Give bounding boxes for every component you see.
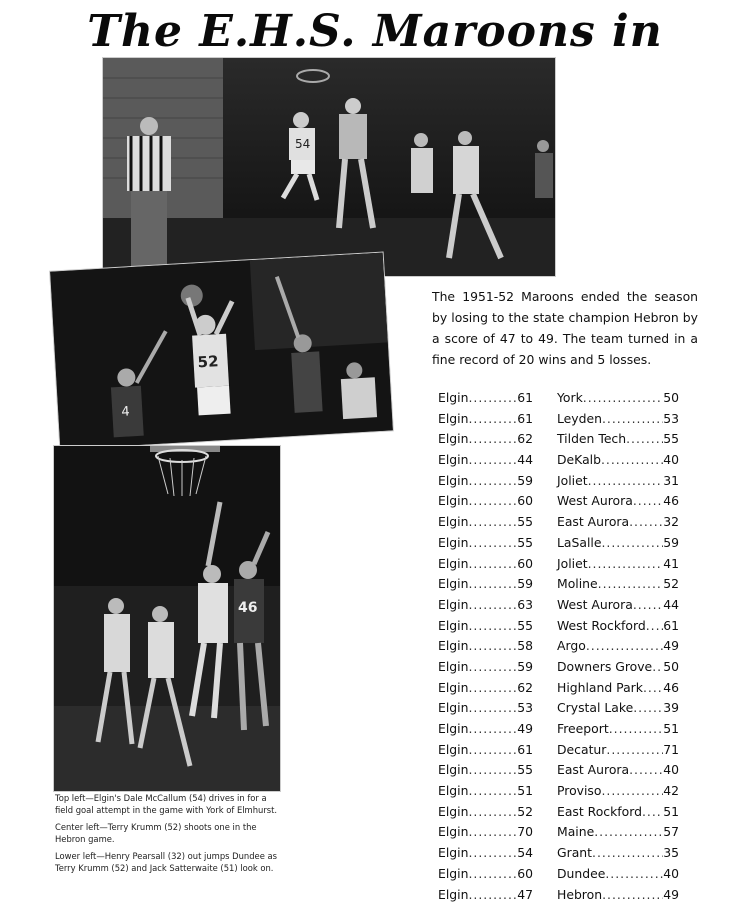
elgin-cell [438, 388, 533, 409]
opponent-score: 51 [663, 721, 679, 736]
photo-top-image [103, 58, 555, 276]
opponent-cell [557, 760, 679, 781]
elgin-cell [438, 554, 533, 575]
opponent-cell [557, 595, 679, 616]
elgin-cell [438, 657, 533, 678]
opponent-score: 39 [663, 700, 679, 716]
opponent-name: Highland Park [557, 679, 643, 695]
opponent-cell [557, 429, 679, 450]
caption-center: Center left—Terry Krumm (52) shoots one in the Hebron game. [55, 822, 257, 844]
result-row [438, 802, 678, 823]
result-row [438, 450, 678, 471]
opponent-name: Joliet [557, 555, 588, 571]
opponent-score: 52 [663, 576, 679, 592]
elgin-score: 61 [517, 741, 533, 757]
result-row [438, 864, 678, 885]
opponent-score: 40 [663, 762, 679, 778]
opponent-cell [557, 719, 679, 740]
elgin-cell [438, 740, 533, 761]
opponent-name: Argo [557, 638, 586, 654]
elgin-label: Elgin [438, 721, 469, 736]
elgin-score: 53 [517, 700, 533, 716]
photo-top-jersey-number: 54 [295, 137, 311, 151]
elgin-cell [438, 719, 533, 740]
elgin-cell [438, 698, 533, 719]
opponent-cell [557, 554, 679, 575]
opponent-name: East Aurora [557, 762, 630, 778]
elgin-cell [438, 491, 533, 512]
leader-dots [643, 678, 663, 699]
elgin-label: Elgin [438, 824, 469, 840]
elgin-cell [438, 512, 533, 533]
leader-dots [468, 595, 517, 616]
elgin-label: Elgin [438, 431, 469, 447]
elgin-score: 49 [517, 721, 533, 736]
elgin-cell [438, 802, 533, 823]
elgin-cell [438, 533, 533, 554]
elgin-score: 61 [517, 390, 533, 405]
result-row [438, 719, 678, 740]
elgin-cell [438, 636, 533, 657]
elgin-score: 61 [517, 410, 533, 426]
leader-dots [633, 491, 663, 512]
leader-dots [588, 471, 664, 492]
elgin-label: Elgin [438, 741, 469, 757]
leader-dots [598, 574, 664, 595]
opponent-cell [557, 740, 679, 761]
elgin-score: 62 [517, 431, 533, 447]
elgin-cell [438, 843, 533, 864]
opponent-name: Downers Grove [557, 658, 653, 674]
elgin-label: Elgin [438, 617, 469, 633]
opponent-name: West Aurora [557, 596, 633, 612]
opponent-score: 40 [663, 452, 679, 468]
leader-dots [468, 450, 517, 471]
leader-dots [609, 719, 664, 740]
elgin-label: Elgin [438, 638, 469, 654]
leader-dots [468, 554, 517, 575]
photo-center-jersey-52: 52 [197, 352, 219, 372]
caption-lower: Lower left—Henry Pearsall (32) out jumps Dundee as Terry Krumm (52) and Jack Satterwaite (51) look on. [55, 851, 278, 873]
leader-dots [629, 512, 663, 533]
elgin-score: 62 [517, 679, 533, 695]
result-row [438, 698, 678, 719]
leader-dots [468, 698, 517, 719]
opponent-cell [557, 491, 679, 512]
opponent-score: 53 [663, 410, 679, 426]
opponent-cell [557, 574, 679, 595]
elgin-cell [438, 595, 533, 616]
opponent-score: 32 [663, 514, 679, 530]
opponent-cell [557, 450, 679, 471]
elgin-score: 51 [517, 783, 533, 799]
leader-dots [642, 802, 663, 823]
result-row [438, 491, 678, 512]
elgin-label: Elgin [438, 514, 469, 530]
leader-dots [633, 595, 663, 616]
opponent-score: 50 [663, 658, 679, 674]
leader-dots [468, 471, 517, 492]
photo-lower-image [54, 446, 280, 791]
opponent-cell [557, 471, 679, 492]
opponent-name: Crystal Lake [557, 700, 634, 716]
opponent-score: 55 [663, 431, 679, 447]
opponent-cell [557, 388, 679, 409]
opponent-cell [557, 678, 679, 699]
leader-dots [601, 533, 663, 554]
leader-dots [468, 760, 517, 781]
opponent-cell [557, 533, 679, 554]
opponent-name: LaSalle [557, 534, 602, 550]
elgin-cell [438, 574, 533, 595]
opponent-score: 49 [663, 638, 679, 654]
result-row [438, 471, 678, 492]
opponent-cell [557, 409, 679, 430]
leader-dots [602, 885, 663, 906]
photo-lower-action [54, 446, 280, 791]
result-row [438, 636, 678, 657]
opponent-name: Grant [557, 845, 592, 861]
leader-dots [588, 554, 664, 575]
opponent-cell [557, 802, 679, 823]
elgin-label: Elgin [438, 845, 469, 861]
leader-dots [606, 740, 663, 761]
opponent-score: 41 [663, 555, 679, 571]
leader-dots [586, 636, 663, 657]
elgin-score: 59 [517, 576, 533, 592]
opponent-name: West Rockford [557, 617, 646, 633]
opponent-score: 46 [663, 679, 679, 695]
elgin-cell [438, 822, 533, 843]
elgin-label: Elgin [438, 886, 469, 902]
opponent-name: Maine [557, 824, 595, 840]
elgin-score: 54 [517, 845, 533, 861]
elgin-cell [438, 471, 533, 492]
elgin-label: Elgin [438, 762, 469, 778]
leader-dots [646, 616, 664, 637]
elgin-score: 55 [517, 762, 533, 778]
result-row [438, 388, 678, 409]
leader-dots [468, 512, 517, 533]
opponent-name: DeKalb [557, 452, 601, 468]
elgin-label: Elgin [438, 410, 469, 426]
opponent-score: 51 [663, 803, 679, 819]
elgin-label: Elgin [438, 534, 469, 550]
elgin-score: 58 [517, 638, 533, 654]
opponent-name: Leyden [557, 410, 602, 426]
opponent-name: Moline [557, 576, 598, 592]
opponent-cell [557, 864, 679, 885]
opponent-score: 49 [663, 886, 679, 902]
leader-dots [468, 885, 517, 906]
opponent-score: 46 [663, 493, 679, 509]
leader-dots [468, 491, 517, 512]
leader-dots [594, 822, 663, 843]
leader-dots [626, 429, 663, 450]
elgin-cell [438, 678, 533, 699]
elgin-score: 55 [517, 534, 533, 550]
leader-dots [468, 843, 517, 864]
elgin-label: Elgin [438, 452, 469, 468]
leader-dots [592, 843, 663, 864]
leader-dots [468, 802, 517, 823]
elgin-label: Elgin [438, 658, 469, 674]
leader-dots [583, 388, 663, 409]
result-row [438, 616, 678, 637]
result-row [438, 885, 678, 906]
elgin-score: 55 [517, 617, 533, 633]
leader-dots [468, 409, 517, 430]
elgin-score: 60 [517, 493, 533, 509]
elgin-score: 52 [517, 803, 533, 819]
leader-dots [468, 388, 517, 409]
elgin-cell [438, 450, 533, 471]
elgin-label: Elgin [438, 390, 469, 405]
caption-top: Top left—Elgin's Dale McCallum (54) drives in for a field goal attempt in the game with York of Elmhurst. [55, 793, 278, 815]
elgin-score: 44 [517, 452, 533, 468]
opponent-name: East Aurora [557, 514, 630, 530]
leader-dots [652, 657, 663, 678]
elgin-score: 70 [517, 824, 533, 840]
opponent-name: Dundee [557, 865, 606, 881]
opponent-name: East Rockford [557, 803, 642, 819]
leader-dots [633, 698, 663, 719]
leader-dots [468, 574, 517, 595]
opponent-cell [557, 781, 679, 802]
photo-center-image [50, 253, 393, 450]
result-row [438, 554, 678, 575]
elgin-label: Elgin [438, 783, 469, 799]
opponent-name: Proviso [557, 783, 602, 799]
photo-center-action [50, 253, 393, 450]
elgin-label: Elgin [438, 472, 469, 488]
leader-dots [468, 678, 517, 699]
opponent-score: 44 [663, 596, 679, 612]
elgin-label: Elgin [438, 555, 469, 571]
opponent-cell [557, 698, 679, 719]
leader-dots [468, 864, 517, 885]
leader-dots [468, 636, 517, 657]
leader-dots [629, 760, 663, 781]
result-row [438, 574, 678, 595]
elgin-cell [438, 781, 533, 802]
elgin-label: Elgin [438, 679, 469, 695]
season-summary: The 1951-52 Maroons ended the season by losing to the state champion Hebron by a score of 47 to 49. The team turned in a fine record of 20 wins and 5 losses. [432, 289, 698, 367]
opponent-score: 57 [663, 824, 679, 840]
result-row [438, 740, 678, 761]
photo-lower-jersey-number: 46 [238, 600, 258, 616]
page-title: The E.H.S. Maroons in [87, 6, 663, 57]
elgin-score: 47 [517, 886, 533, 902]
leader-dots [468, 740, 517, 761]
opponent-cell [557, 885, 679, 906]
elgin-label: Elgin [438, 576, 469, 592]
opponent-name: Tilden Tech [557, 431, 627, 447]
leader-dots [468, 616, 517, 637]
results-table [438, 388, 678, 905]
elgin-label: Elgin [438, 865, 469, 881]
opponent-name: Joliet [557, 472, 588, 488]
opponent-cell [557, 822, 679, 843]
result-row [438, 822, 678, 843]
photo-captions [55, 793, 287, 881]
result-row [438, 429, 678, 450]
elgin-score: 55 [517, 514, 533, 530]
result-row [438, 533, 678, 554]
elgin-cell [438, 864, 533, 885]
elgin-cell [438, 760, 533, 781]
elgin-label: Elgin [438, 700, 469, 716]
result-row [438, 657, 678, 678]
elgin-score: 63 [517, 596, 533, 612]
result-row [438, 512, 678, 533]
result-row [438, 843, 678, 864]
opponent-score: 35 [663, 845, 679, 861]
result-row [438, 409, 678, 430]
leader-dots [601, 450, 663, 471]
elgin-cell [438, 409, 533, 430]
opponent-score: 40 [663, 865, 679, 881]
leader-dots [468, 429, 517, 450]
photo-top-action [103, 58, 555, 276]
opponent-score: 59 [663, 534, 679, 550]
result-row [438, 678, 678, 699]
opponent-name: Hebron [557, 886, 603, 902]
elgin-cell [438, 885, 533, 906]
leader-dots [602, 409, 663, 430]
opponent-score: 61 [663, 617, 679, 633]
leader-dots [468, 822, 517, 843]
photo-center-jersey-4: 4 [120, 404, 131, 420]
opponent-score: 42 [663, 783, 679, 799]
opponent-name: West Aurora [557, 493, 633, 509]
elgin-score: 59 [517, 658, 533, 674]
opponent-name: Decatur [557, 741, 607, 757]
opponent-cell [557, 616, 679, 637]
elgin-label: Elgin [438, 803, 469, 819]
opponent-score: 31 [663, 472, 679, 488]
elgin-score: 60 [517, 865, 533, 881]
elgin-cell [438, 616, 533, 637]
opponent-cell [557, 843, 679, 864]
elgin-score: 59 [517, 472, 533, 488]
opponent-cell [557, 657, 679, 678]
leader-dots [468, 719, 517, 740]
leader-dots [605, 864, 663, 885]
elgin-label: Elgin [438, 596, 469, 612]
leader-dots [468, 657, 517, 678]
opponent-name: York [557, 390, 583, 405]
elgin-label: Elgin [438, 493, 469, 509]
result-row [438, 760, 678, 781]
leader-dots [601, 781, 663, 802]
elgin-cell [438, 429, 533, 450]
opponent-score: 71 [663, 741, 679, 757]
opponent-name: Freeport [557, 721, 609, 736]
leader-dots [468, 533, 517, 554]
result-row [438, 781, 678, 802]
opponent-score: 50 [663, 390, 679, 405]
result-row [438, 595, 678, 616]
opponent-cell [557, 636, 679, 657]
leader-dots [468, 781, 517, 802]
opponent-cell [557, 512, 679, 533]
elgin-score: 60 [517, 555, 533, 571]
